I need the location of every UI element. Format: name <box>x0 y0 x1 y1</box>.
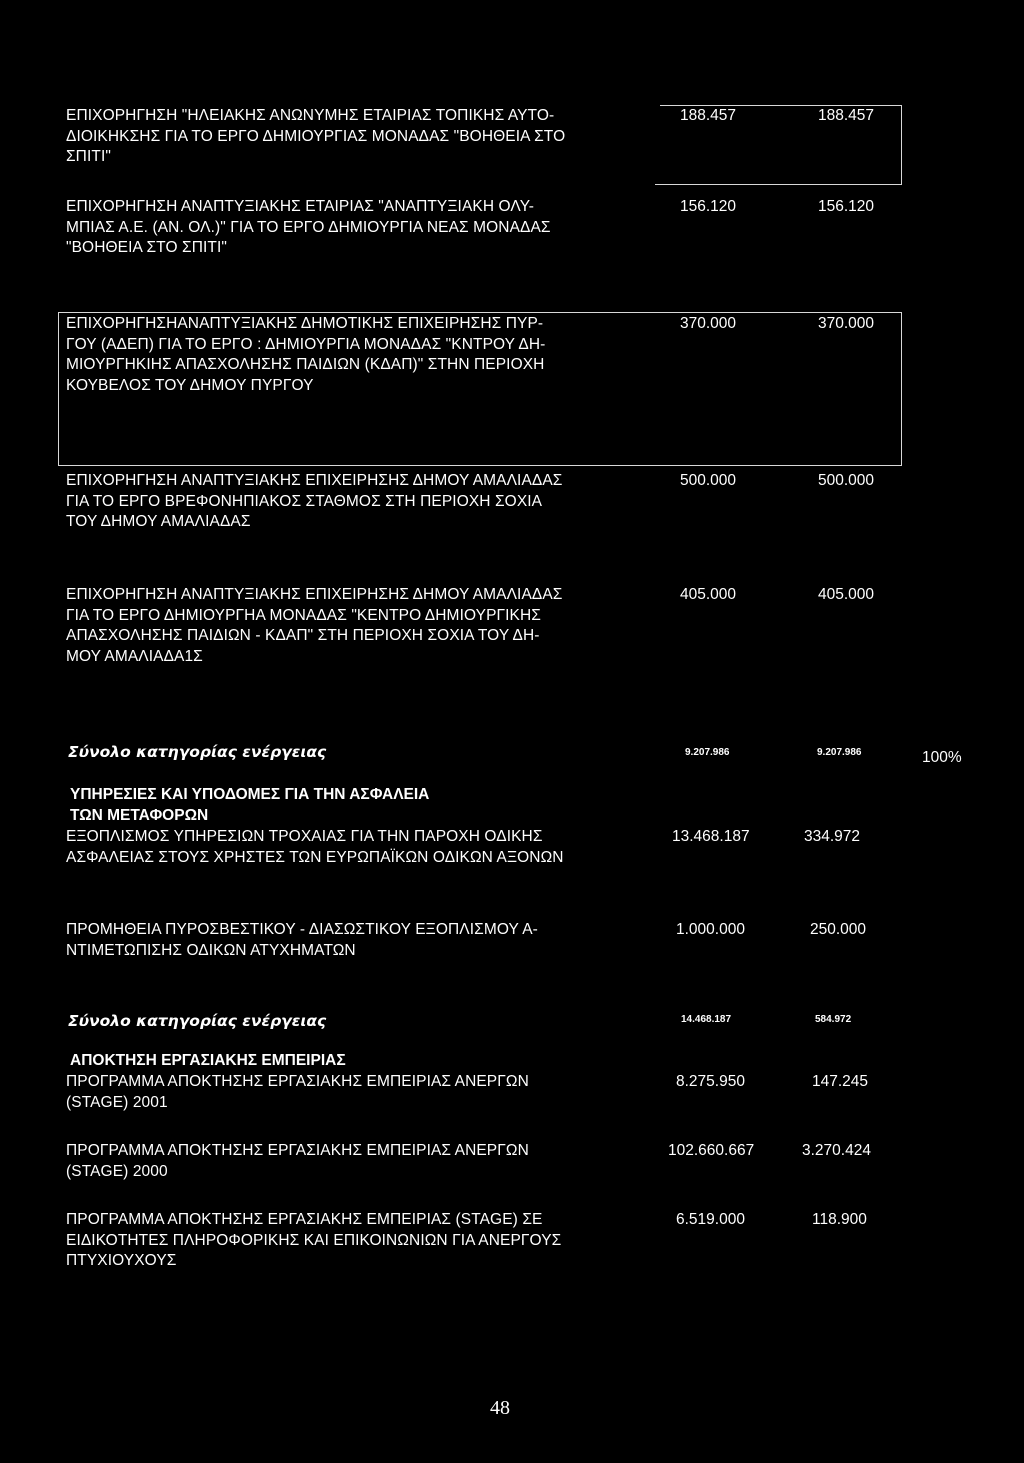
category-total-amount: 9.207.986 <box>685 747 730 758</box>
entry-line: ΜΙΟΥΡΓΗΚΙΗΣ ΑΠΑΣΧΟΛΗΣΗΣ ΠΑΙΔΙΩΝ (ΚΔΑΠ)" ΣΤΗΝ ΠΕΡΙΟΧΗ <box>66 356 545 373</box>
entry-line: ΓΟΥ (ΑΔΕΠ) ΓΙΑ ΤΟ ΕΡΓΟ : ΔΗΜΙΟΥΡΓΙΑ ΜΟΝΑΔΑΣ "ΚΝΤΡΟΥ ΔΗ- <box>66 335 546 353</box>
frame-line-left-2 <box>58 312 59 466</box>
entry-line: ΚΟΥΒΕΛΟΣ ΤΟΥ ΔΗΜΟΥ ΠΥΡΓΟΥ <box>66 376 314 394</box>
entry-line: ΕΞΟΠΛΙΣΜΟΣ ΥΠΗΡΕΣΙΩΝ ΤΡΟΧΑΙΑΣ ΓΙΑ ΤΗΝ ΠΑΡΟΧΗ ΟΔΙΚΗΣ <box>66 828 543 845</box>
entry-line: ΓΙΑ ΤΟ ΕΡΓΟ ΔΗΜΙΟΥΡΓΗΑ ΜΟΝΑΔΑΣ "ΚΕΝΤΡΟ ΔΗΜΙΟΥΡΓΙΚΗΣ <box>66 606 541 624</box>
entry-line: ΕΠΙΧΟΡΗΓΗΣΗΑΝΑΠΤΥΞΙΑΚΗΣ ΔΗΜΟΤΙΚΗΣ ΕΠΙΧΕΙΡΗΣΗΣ ΠΥΡ- <box>66 315 544 332</box>
entry-description <box>66 827 646 868</box>
entry-line: ΤΟΥ ΔΗΜΟΥ ΑΜΑΛΙΑΔΑΣ <box>66 513 251 530</box>
entry-line: ΑΠΑΣΧΟΛΗΣΗΣ ΠΑΙΔΙΩΝ - ΚΔΑΠ" ΣΤΗ ΠΕΡΙΟΧΗ ΣΟΧΙΑ ΤΟΥ ΔΗ- <box>66 627 540 644</box>
frame-line-top-2 <box>58 312 902 313</box>
amount-allocated: 147.245 <box>812 1073 869 1090</box>
entry-description <box>66 1141 646 1182</box>
entry-description <box>66 1072 646 1113</box>
amount-total: 102.660.667 <box>668 1142 755 1159</box>
entry-line: ΔΙΟΙΚΗΚΣΗΣ ΓΙΑ ΤΟ ΕΡΓΟ ΔΗΜΙΟΥΡΓΙΑΣ ΜΟΝΑΔΑΣ "ΒΟΗΘΕΙΑ ΣΤΟ <box>66 127 566 145</box>
amount-total: 6.519.000 <box>676 1211 745 1228</box>
entry-line: ΕΠΙΧΟΡΗΓΗΣΗ "ΗΛΕΙΑΚΗΣ ΑΝΩΝΥΜΗΣ ΕΤΑΙΡΙΑΣ ΤΟΠΙΚΗΣ ΑΥΤΟ- <box>66 107 555 124</box>
amount-total: 8.275.950 <box>676 1073 745 1090</box>
frame-line-bottom-1 <box>655 184 902 185</box>
entry-description <box>66 314 646 396</box>
amount-total: 1.000.000 <box>676 921 745 938</box>
entry-line: ΝΤΙΜΕΤΩΠΙΣΗΣ ΟΔΙΚΩΝ ΑΤΥΧΗΜΑΤΩΝ <box>66 941 356 959</box>
entry-line: ΕΠΙΧΟΡΗΓΗΣΗ ΑΝΑΠΤΥΞΙΑΚΗΣ ΕΠΙΧΕΙΡΗΣΗΣ ΔΗΜΟΥ ΑΜΑΛΙΑΔΑΣ <box>66 586 563 603</box>
amount-allocated: 500.000 <box>817 472 874 489</box>
entry-line: ΕΠΙΧΟΡΗΓΗΣΗ ΑΝΑΠΤΥΞΙΑΚΗΣ ΕΠΙΧΕΙΡΗΣΗΣ ΔΗΜΟΥ ΑΜΑΛΙΑΔΑΣ <box>66 472 563 489</box>
amount-allocated: 3.270.424 <box>802 1142 871 1159</box>
entry-line: "ΒΟΗΘΕΙΑ ΣΤΟ ΣΠΙΤΙ" <box>66 239 227 256</box>
entry-line: ΠΡΟΓΡΑΜΜΑ ΑΠΟΚΤΗΣΗΣ ΕΡΓΑΣΙΑΚΗΣ ΕΜΠΕΙΡΙΑΣ (STAGE) ΣΕ <box>66 1211 543 1228</box>
entry-line: ΜΟΥ ΑΜΑΛΙΑΔΑ1Σ <box>66 647 203 665</box>
frame-line-right-2 <box>901 312 902 466</box>
amount-allocated: 118.900 <box>812 1211 867 1228</box>
amount-allocated: 156.120 <box>817 198 874 215</box>
section-heading: ΑΠΟΚΤΗΣΗ ΕΡΓΑΣΙΑΚΗΣ ΕΜΠΕΙΡΙΑΣ <box>70 1052 346 1069</box>
entry-line: (STAGE) 2000 <box>66 1162 168 1180</box>
amount-allocated: 250.000 <box>810 921 867 938</box>
amount-total: 405.000 <box>680 586 737 603</box>
entry-line: ΠΡΟΓΡΑΜΜΑ ΑΠΟΚΤΗΣΗΣ ΕΡΓΑΣΙΑΚΗΣ ΕΜΠΕΙΡΙΑΣ ΑΝΕΡΓΩΝ <box>66 1142 529 1159</box>
entry-line: ΠΡΟΜΗΘΕΙΑ ΠΥΡΟΣΒΕΣΤΙΚΟΥ - ΔΙΑΣΩΣΤΙΚΟΥ ΕΞΟΠΛΙΣΜΟΥ Α- <box>66 921 538 938</box>
entry-line: ΠΤΥΧΙΟΥΧΟΥΣ <box>66 1252 177 1269</box>
section-heading-line: ΤΩΝ ΜΕΤΑΦΟΡΩΝ <box>70 806 209 824</box>
amount-allocated: 370.000 <box>817 315 874 332</box>
entry-line: ΜΠΙΑΣ Α.Ε. (ΑΝ. ΟΛ.)" ΓΙΑ ΤΟ ΕΡΓΟ ΔΗΜΙΟΥΡΓΙΑ ΝΕΑΣ ΜΟΝΑΔΑΣ <box>66 218 551 236</box>
section-heading-line: ΥΠΗΡΕΣΙΕΣ ΚΑΙ ΥΠΟΔΟΜΕΣ ΓΙΑ ΤΗΝ ΑΣΦΑΛΕΙΑ <box>70 786 430 803</box>
amount-allocated: 334.972 <box>804 828 861 845</box>
entry-line: ΓΙΑ ΤΟ ΕΡΓΟ ΒΡΕΦΟΝΗΠΙΑΚΟΣ ΣΤΑΘΜΟΣ ΣΤΗ ΠΕΡΙΟΧΗ ΣΟΧΙΑ <box>66 492 543 510</box>
entry-description <box>66 1210 646 1272</box>
entry-description <box>66 106 646 168</box>
amount-allocated: 405.000 <box>817 586 874 603</box>
entry-description <box>66 197 646 259</box>
entry-description <box>66 471 646 533</box>
entry-line: ΠΡΟΓΡΑΜΜΑ ΑΠΟΚΤΗΣΗΣ ΕΡΓΑΣΙΑΚΗΣ ΕΜΠΕΙΡΙΑΣ ΑΝΕΡΓΩΝ <box>66 1073 529 1090</box>
amount-allocated: 188.457 <box>817 107 874 124</box>
frame-line-bottom-2 <box>58 465 902 466</box>
amount-total: 156.120 <box>680 198 737 215</box>
category-total-percent: 100% <box>922 749 962 766</box>
entry-line: ΕΠΙΧΟΡΗΓΗΣΗ ΑΝΑΠΤΥΞΙΑΚΗΣ ΕΤΑΙΡΙΑΣ "ΑΝΑΠΤΥΞΙΑΚΗ ΟΛΥ- <box>66 198 535 215</box>
entry-line: ΑΣΦΑΛΕΙΑΣ ΣΤΟΥΣ ΧΡΗΣΤΕΣ ΤΩΝ ΕΥΡΩΠΑΪΚΩΝ ΟΔΙΚΩΝ ΑΞΟΝΩΝ <box>66 848 564 866</box>
amount-total: 370.000 <box>680 315 737 332</box>
amount-total: 188.457 <box>680 107 737 124</box>
category-total-label: Σύνολο κατηγορίας ενέργειας <box>68 743 327 761</box>
category-total-allocated: 9.207.986 <box>817 747 862 758</box>
frame-line-right-1 <box>901 105 902 185</box>
page-number: 48 <box>490 1397 510 1419</box>
entry-line: ΣΠΙΤΙ" <box>66 148 111 165</box>
amount-total: 13.468.187 <box>672 828 750 845</box>
category-total-label: Σύνολο κατηγορίας ενέργειας <box>68 1012 327 1030</box>
entry-description <box>66 585 646 667</box>
category-total-amount: 14.468.187 <box>681 1014 732 1025</box>
entry-line: (STAGE) 2001 <box>66 1093 168 1111</box>
amount-total: 500.000 <box>680 472 737 489</box>
entry-description <box>66 920 646 961</box>
section-heading <box>70 785 429 826</box>
entry-line: ΕΙΔΙΚΟΤΗΤΕΣ ΠΛΗΡΟΦΟΡΙΚΗΣ ΚΑΙ ΕΠΙΚΟΙΝΩΝΙΩΝ ΓΙΑ ΑΝΕΡΓΟΥΣ <box>66 1231 562 1249</box>
category-total-allocated: 584.972 <box>815 1014 852 1025</box>
